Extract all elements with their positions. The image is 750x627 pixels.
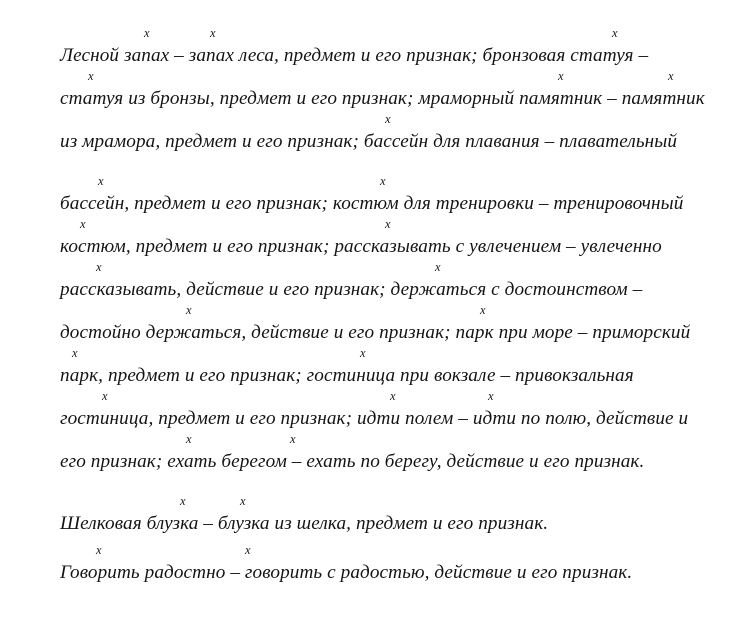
annotation-x-mark: x <box>186 303 192 317</box>
paragraph-gap <box>60 475 732 494</box>
text-line-group <box>60 174 732 217</box>
annotation-mark-strip <box>60 260 732 277</box>
annotation-mark-strip <box>60 346 732 363</box>
annotation-mark-strip <box>60 494 732 511</box>
document-text-line: Говорить радостно – говорить с радостью, действие и его признак. <box>60 562 633 583</box>
annotation-x-mark: x <box>180 494 186 508</box>
annotation-x-mark: x <box>668 69 674 83</box>
annotation-mark-strip <box>60 303 732 320</box>
document-text-line: костюм, предмет и его признак; рассказывать с увлечением – увлеченно <box>60 236 662 257</box>
text-line-group <box>60 543 732 586</box>
document-text-line: статуя из бронзы, предмет и его признак; мраморный памятник – памятник <box>60 88 705 109</box>
annotation-mark-strip <box>60 69 732 86</box>
document-text-line: бассейн, предмет и его признак; костюм для тренировки – тренировочный <box>60 193 684 214</box>
annotation-x-mark: x <box>240 494 246 508</box>
annotation-x-mark: x <box>360 346 366 360</box>
annotation-mark-strip <box>60 432 732 449</box>
document-text-line: Лесной запах – запах леса, предмет и его признак; бронзовая статуя – <box>60 45 649 66</box>
annotation-x-mark: x <box>96 543 102 557</box>
annotation-mark-strip <box>60 389 732 406</box>
document-text-line: гостиница, предмет и его признак; идти полем – идти по полю, действие и <box>60 408 689 429</box>
annotation-x-mark: x <box>210 26 216 40</box>
text-line-group <box>60 112 732 155</box>
annotation-x-mark: x <box>612 26 618 40</box>
text-line-group <box>60 260 732 303</box>
document-text-line: его признак; ехать берегом – ехать по берегу, действие и его признак. <box>60 451 645 472</box>
text-line-group <box>60 494 732 537</box>
paragraph-gap <box>60 155 732 174</box>
annotation-x-mark: x <box>186 432 192 446</box>
text-line-group <box>60 389 732 432</box>
annotation-x-mark: x <box>380 174 386 188</box>
text-line-group <box>60 346 732 389</box>
annotation-mark-strip <box>60 543 732 560</box>
document-text-body <box>60 26 732 586</box>
annotation-x-mark: x <box>480 303 486 317</box>
annotation-x-mark: x <box>98 174 104 188</box>
annotation-x-mark: x <box>435 260 441 274</box>
document-text-line: из мрамора, предмет и его признак; бассейн для плавания – плавательный <box>60 131 678 152</box>
text-line-group <box>60 69 732 112</box>
annotation-mark-strip <box>60 26 732 43</box>
text-line-group <box>60 432 732 475</box>
document-text-line: Шелковая блузка – блузка из шелка, предмет и его признак. <box>60 513 549 534</box>
document-text-line: достойно держаться, действие и его признак; парк при море – приморский <box>60 322 691 343</box>
annotation-mark-strip <box>60 217 732 234</box>
annotation-mark-strip <box>60 174 732 191</box>
text-line-group <box>60 303 732 346</box>
document-text-line: рассказывать, действие и его признак; держаться с достоинством – <box>60 279 643 300</box>
annotation-x-mark: x <box>144 26 150 40</box>
document-text-line: парк, предмет и его признак; гостиница при вокзале – привокзальная <box>60 365 634 386</box>
annotation-x-mark: x <box>72 346 78 360</box>
annotation-x-mark: x <box>488 389 494 403</box>
annotation-x-mark: x <box>290 432 296 446</box>
annotation-x-mark: x <box>390 389 396 403</box>
text-line-group <box>60 217 732 260</box>
annotation-x-mark: x <box>80 217 86 231</box>
annotation-x-mark: x <box>102 389 108 403</box>
annotation-x-mark: x <box>558 69 564 83</box>
annotation-x-mark: x <box>385 217 391 231</box>
annotation-x-mark: x <box>88 69 94 83</box>
annotation-x-mark: x <box>245 543 251 557</box>
text-line-group <box>60 26 732 69</box>
annotation-mark-strip <box>60 112 732 129</box>
annotation-x-mark: x <box>96 260 102 274</box>
annotation-x-mark: x <box>385 112 391 126</box>
